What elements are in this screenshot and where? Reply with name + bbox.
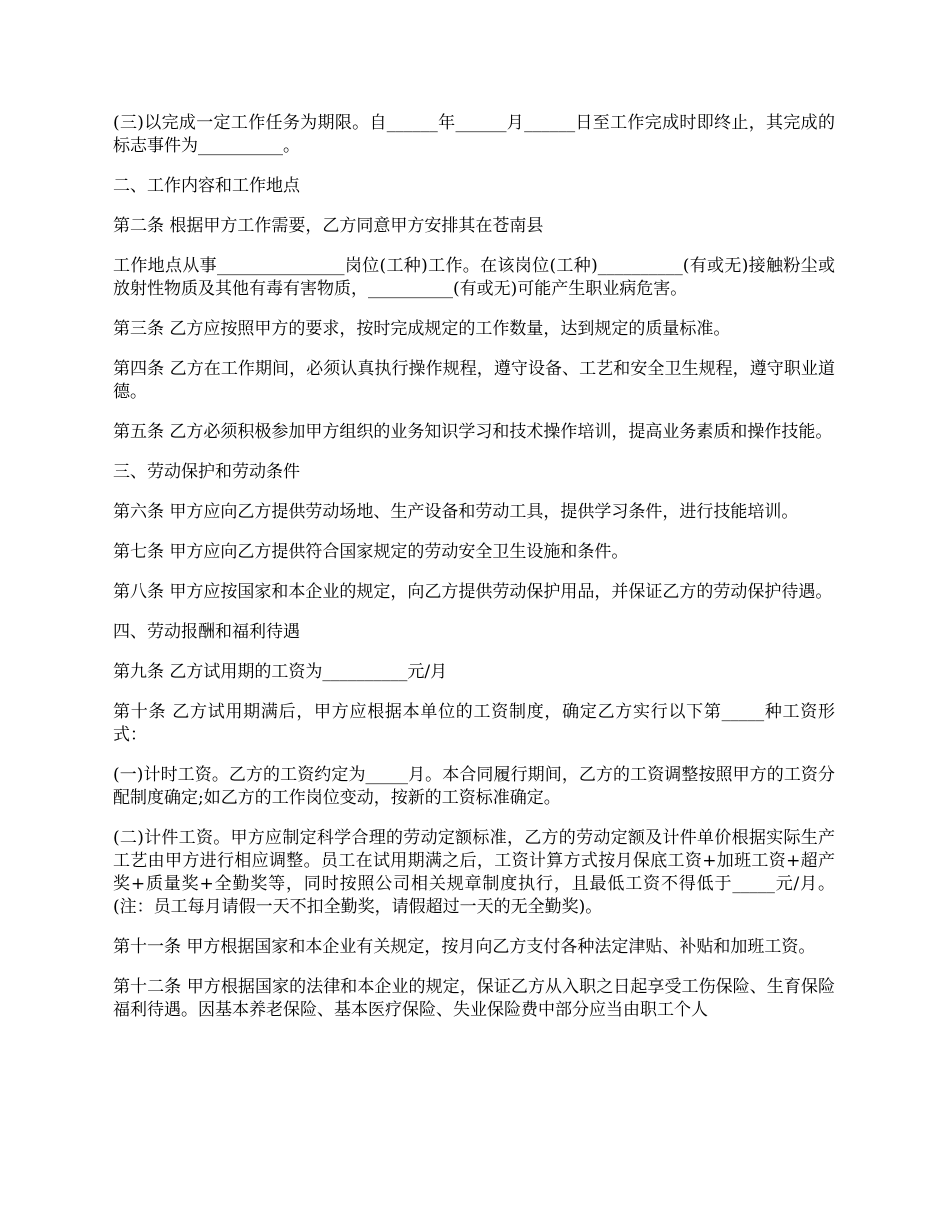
- clause-1-time-wage: (一)计时工资。乙方的工资约定为_____月。本合同履行期间，乙方的工资调整按照甲方的工资分配制度确定;如乙方的工作岗位变动，按新的工资标准确定。: [113, 765, 835, 808]
- section-heading-work-content: 二、工作内容和工作地点: [113, 176, 300, 196]
- article-8: 第八条 甲方应按国家和本企业的规定，向乙方提供劳动保护用品，并保证乙方的劳动保护待遇。: [113, 582, 833, 602]
- article-11: 第十一条 甲方根据国家和本企业有关规定，按月向乙方支付各种法定津贴、补贴和加班工资。: [113, 937, 816, 957]
- clause-3-term-by-task: (三)以完成一定工作任务为期限。自______年______月______日至工作完成时即终止，其完成的标志事件为__________。: [113, 113, 835, 156]
- article-7: 第七条 甲方应向乙方提供符合国家规定的劳动安全卫生设施和条件。: [113, 542, 629, 562]
- article-12: 第十二条 甲方根据国家的法律和本企业的规定，保证乙方从入职之日起享受工伤保险、生育保险福利待遇。因基本养老保险、基本医疗保险、失业保险费中部分应当由职工个人: [113, 977, 835, 1020]
- article-2: 第二条 根据甲方工作需要，乙方同意甲方安排其在苍南县: [113, 216, 544, 236]
- article-10: 第十条 乙方试用期满后，甲方应根据本单位的工资制度，确定乙方实行以下第_____种工资形式：: [113, 702, 835, 745]
- article-4: 第四条 乙方在工作期间，必须认真执行操作规程，遵守设备、工艺和安全卫生规程，遵守职业道德。: [113, 359, 835, 402]
- article-2-continued: 工作地点从事_______________岗位(工种)工作。在该岗位(工种)__________(有或无)接触粉尘或放射性物质及其他有毒有害物质，__________(有或无)可能产生职业病危害。: [113, 256, 835, 299]
- document-page: [113, 112, 835, 1039]
- section-heading-remuneration: 四、劳动报酬和福利待遇: [113, 622, 300, 642]
- clause-2-piece-wage: (二)计件工资。甲方应制定科学合理的劳动定额标准，乙方的劳动定额及计件单价根据实际生产工艺由甲方进行相应调整。员工在试用期满之后，工资计算方式按月保底工资+加班工资+超产奖+质量奖+全勤奖等，同时按照公司相关规章制度执行，且最低工资不得低于_____元/月。(注：员工每月请假一天不扣全勤奖，请假超过一天的无全勤奖)。: [113, 828, 835, 917]
- article-6: 第六条 甲方应向乙方提供劳动场地、生产设备和劳动工具，提供学习条件，进行技能培训。: [113, 502, 799, 522]
- article-3: 第三条 乙方应按照甲方的要求，按时完成规定的工作数量，达到规定的质量标准。: [113, 319, 731, 339]
- article-5: 第五条 乙方必须积极参加甲方组织的业务知识学习和技术操作培训，提高业务素质和操作技能。: [113, 422, 833, 442]
- article-9: 第九条 乙方试用期的工资为__________元/月: [113, 662, 448, 682]
- section-heading-labor-protection: 三、劳动保护和劳动条件: [113, 462, 300, 482]
